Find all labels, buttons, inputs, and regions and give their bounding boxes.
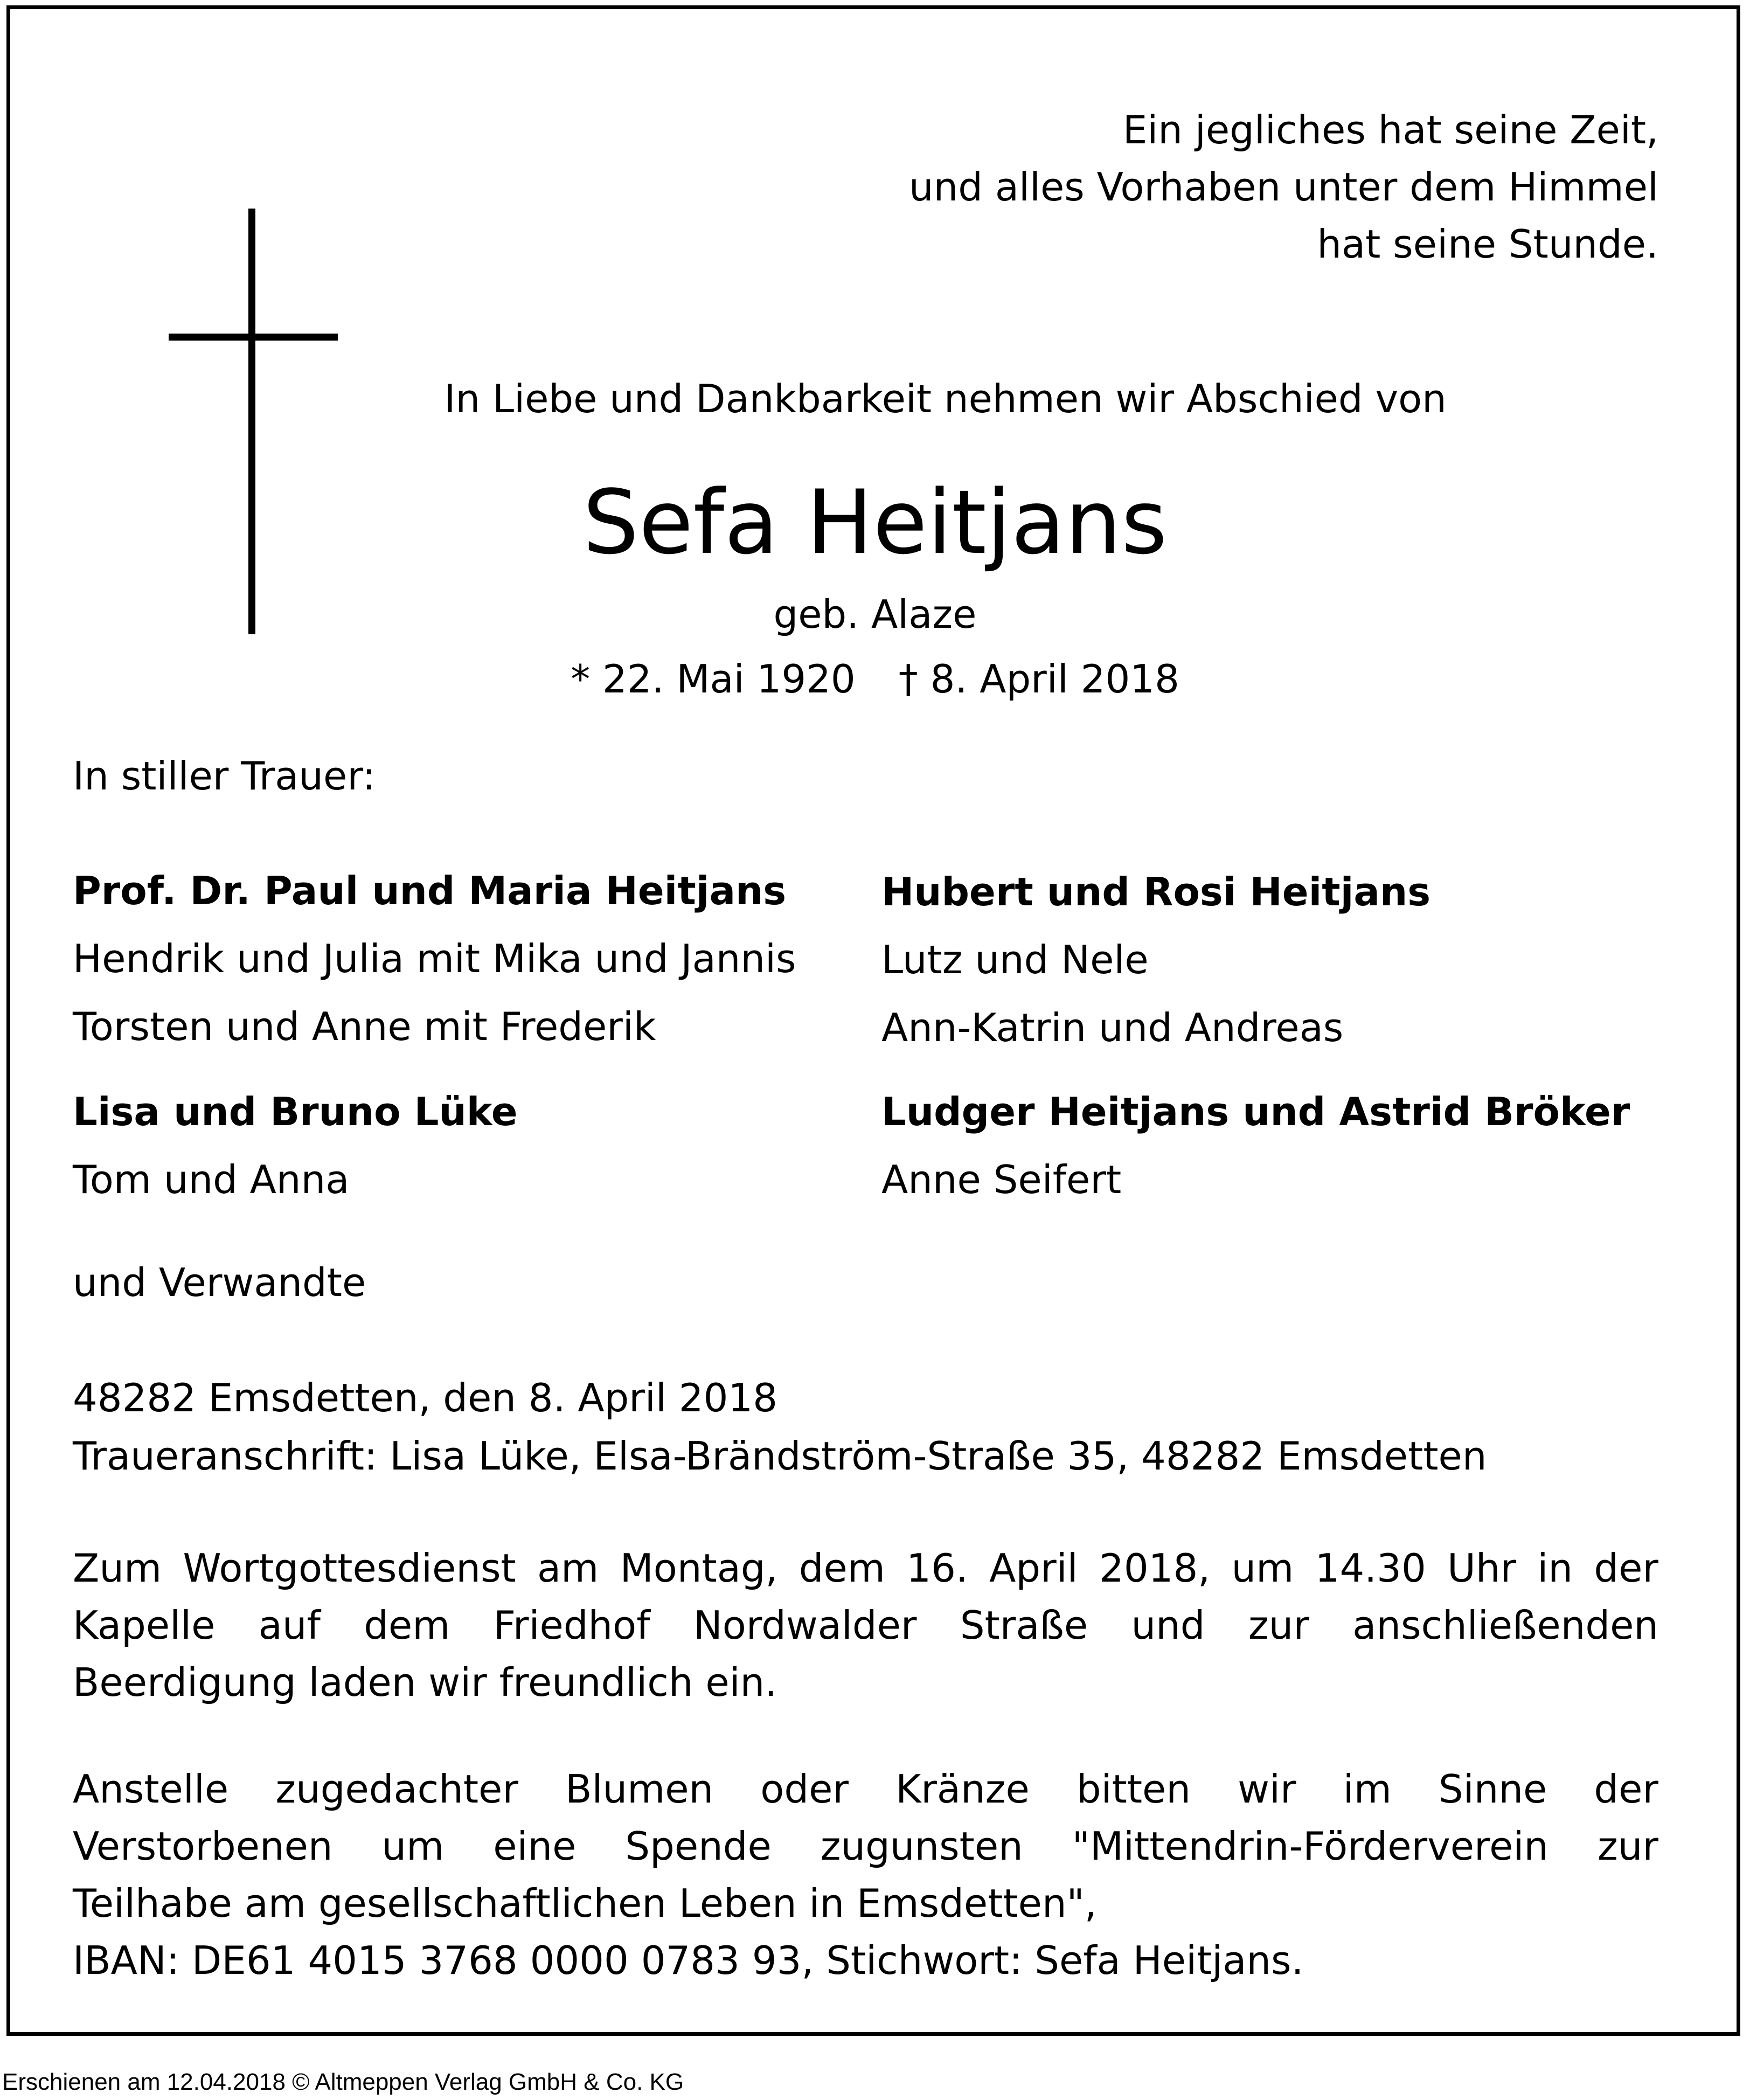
family-head: Prof. Dr. Paul und Maria Heitjans [73,868,787,913]
place-and-address [73,1369,1487,1485]
donation-paragraph [73,1761,1658,1989]
deceased-name: Sefa Heitjans [582,471,1168,574]
donation-line: Verstorbenen um eine Spende zugunsten "Mittendrin-Förderverein zur [73,1824,1658,1869]
family-head: Ludger Heitjans und Astrid Bröker [881,1089,1630,1134]
place-date: 48282 Emsdetten, den 8. April 2018 [73,1375,778,1420]
family-member: Tom und Anna [73,1157,350,1202]
family-member: Lutz und Nele [881,937,1149,982]
mourners-intro: In stiller Trauer: [73,753,376,799]
service-line: Zum Wortgottesdienst am Montag, dem 16. April 2018, um 14.30 Uhr in der [73,1545,1658,1591]
birth-date: * 22. Mai 1920 [571,656,856,702]
farewell-text: In Liebe und Dankbarkeit nehmen wir Abschied von [444,376,1447,421]
motto-line: hat seine Stunde. [1317,221,1658,267]
donation-line: IBAN: DE61 4015 3768 0000 0783 93, Stichwort: Sefa Heitjans. [73,1938,1304,1983]
service-paragraph [73,1540,1658,1711]
cross-icon-bar [169,334,338,341]
family-member: Ann-Katrin und Andreas [881,1005,1344,1050]
donation-line: Teilhabe am gesellschaftlichen Leben in Emsdetten", [73,1881,1097,1926]
family-member: Anne Seifert [881,1157,1122,1202]
family-member: Hendrik und Julia mit Mika und Jannis [73,936,796,981]
publication-footer: Erschienen am 12.04.2018 © Altmeppen Verlag GmbH & Co. KG [2,2069,684,2095]
service-line: Kapelle auf dem Friedhof Nordwalder Straße und zur anschließenden [73,1603,1658,1648]
mourning-address: Traueranschrift: Lisa Lüke, Elsa-Brändström-Straße 35, 48282 Emsdetten [73,1433,1487,1479]
relatives-text: und Verwandte [73,1260,366,1305]
family-group [881,858,1430,1062]
motto-line: Ein jegliches hat seine Zeit, [1122,107,1658,153]
family-group [881,1078,1630,1214]
birth-name: geb. Alaze [773,592,977,637]
death-date: † 8. April 2018 [898,656,1179,702]
family-head: Hubert und Rosi Heitjans [881,869,1431,914]
family-group [73,1078,518,1214]
family-member: Torsten und Anne mit Frederik [73,1004,656,1049]
motto [689,101,1658,273]
motto-line: und alles Vorhaben unter dem Himmel [908,164,1658,210]
donation-line: Anstelle zugedachter Blumen oder Kränze bitten wir im Sinne der [73,1766,1658,1812]
family-head: Lisa und Bruno Lüke [73,1089,518,1134]
life-dates [0,652,1750,706]
service-line: Beerdigung laden wir freundlich ein. [73,1660,777,1705]
family-group [73,857,796,1061]
